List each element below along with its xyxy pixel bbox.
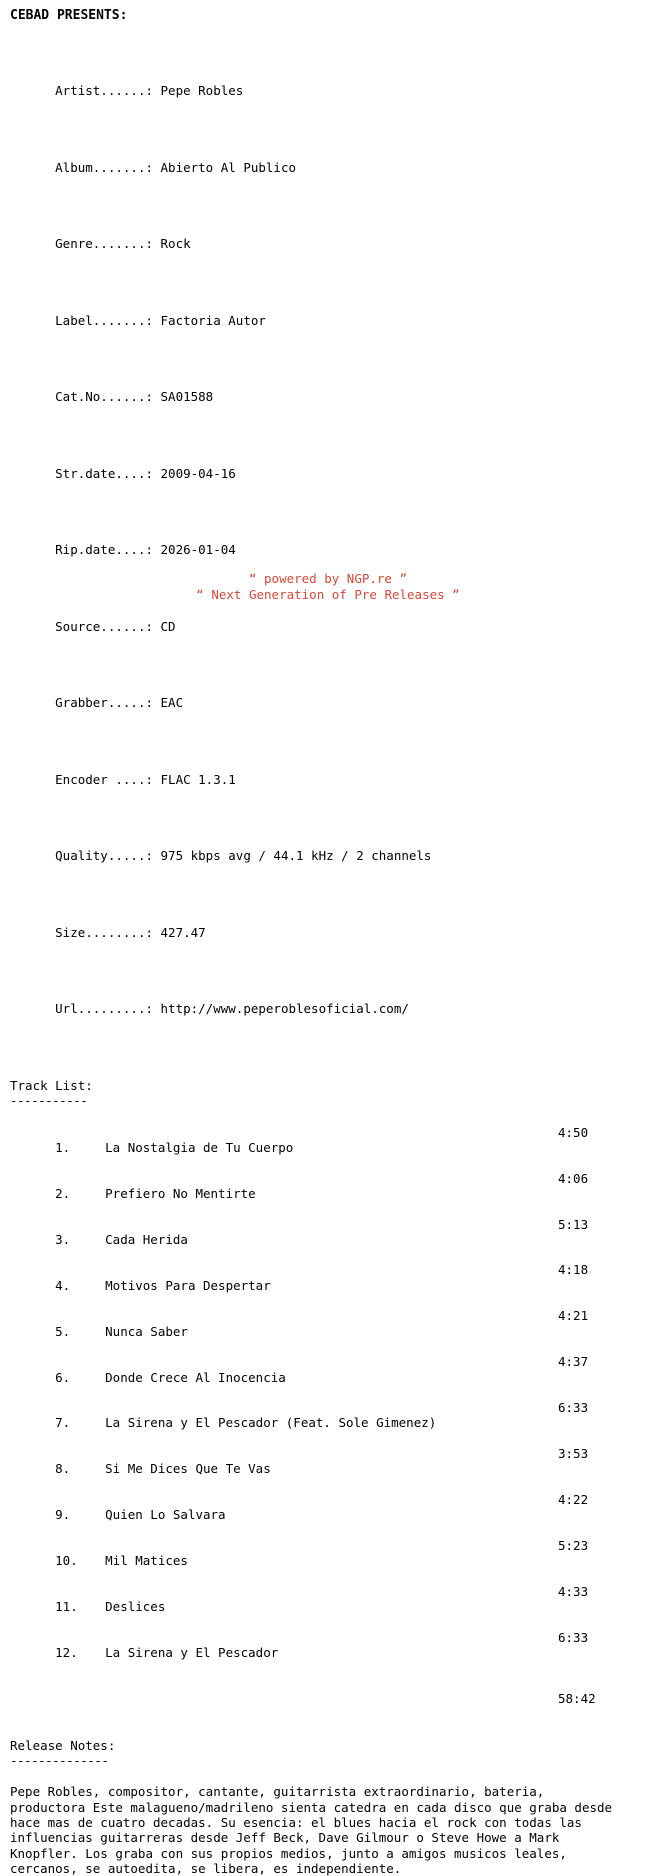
track-title: Quien Lo Salvara <box>105 1507 226 1523</box>
track-title: Deslices <box>105 1598 166 1614</box>
info-label: Encoder ....: <box>55 771 153 787</box>
track-number: 9. <box>55 1507 71 1523</box>
tracklist-heading: Track List: <box>10 1078 93 1094</box>
track-row <box>10 1630 646 1676</box>
info-row <box>10 833 646 879</box>
info-value: Factoria Autor <box>160 312 266 328</box>
info-row <box>10 221 646 267</box>
track-duration: 4:22 <box>558 1491 589 1507</box>
info-label: Cat.No......: <box>55 389 153 405</box>
info-value: 2026-01-04 <box>160 542 236 558</box>
track-number: 5. <box>55 1323 71 1339</box>
info-row <box>10 527 646 573</box>
info-label: Rip.date....: <box>55 542 153 558</box>
track-row <box>10 1446 646 1492</box>
info-row <box>10 374 646 420</box>
track-duration: 6:33 <box>558 1400 589 1416</box>
track-number: 4. <box>55 1277 71 1293</box>
track-row <box>10 1308 646 1354</box>
release-notes-rule: -------------- <box>10 1753 109 1769</box>
track-row <box>10 1584 646 1630</box>
track-row <box>10 1400 646 1446</box>
track-number: 8. <box>55 1461 71 1477</box>
tracklist <box>10 1125 646 1676</box>
track-number: 1. <box>55 1140 71 1156</box>
track-number: 7. <box>55 1415 71 1431</box>
spacer <box>10 1062 646 1078</box>
track-duration: 6:33 <box>558 1629 589 1645</box>
spacer <box>10 1675 646 1691</box>
footer <box>0 571 656 602</box>
info-row <box>10 603 646 649</box>
spacer <box>10 1723 646 1738</box>
track-number: 6. <box>55 1369 71 1385</box>
track-title: La Sirena y El Pescador (Feat. Sole Gimenez) <box>105 1415 437 1431</box>
track-duration: 4:50 <box>558 1124 589 1140</box>
info-label: Grabber.....: <box>55 695 153 711</box>
info-row <box>10 144 646 190</box>
presents-header: CEBAD PRESENTS: <box>10 8 128 23</box>
track-row <box>10 1354 646 1400</box>
track-duration: 4:18 <box>558 1262 589 1278</box>
track-duration: 4:37 <box>558 1354 589 1370</box>
info-value-url[interactable]: http://www.peperoblesoficial.com/ <box>160 1001 409 1016</box>
spacer <box>10 1768 646 1784</box>
total-duration-row <box>10 1691 646 1706</box>
track-row <box>10 1538 646 1584</box>
info-value: 975 kbps avg / 44.1 kHz / 2 channels <box>160 848 432 864</box>
track-title: La Sirena y El Pescador <box>105 1644 279 1660</box>
info-value: Pepe Robles <box>160 83 244 99</box>
info-label: Label.......: <box>55 312 153 328</box>
footer-tagline: “ Next Generation of Pre Releases ” <box>196 586 460 602</box>
info-label: Url.........: <box>55 1001 153 1016</box>
track-duration: 5:13 <box>558 1216 589 1232</box>
track-duration: 3:53 <box>558 1446 589 1462</box>
track-row <box>10 1262 646 1308</box>
info-value: Rock <box>160 236 191 252</box>
track-duration: 4:33 <box>558 1583 589 1599</box>
footer-powered-by: “ powered by NGP.re ” <box>248 571 408 587</box>
track-number: 3. <box>55 1231 71 1247</box>
info-value: FLAC 1.3.1 <box>160 771 236 787</box>
track-row <box>10 1125 646 1171</box>
track-row <box>10 1171 646 1217</box>
release-notes-body: Pepe Robles, compositor, cantante, guitarrista extraordinario, bateria, productora Este malagueno/madrileno sienta catedra en cada disco que graba desde hace mas de cuatro decadas. Su esencia: el blues hacia el rock con todas las influencias guitarreras desde Jeff Beck, Dave Gilmour o Steve Howe a Mark Knopfler. Los graba con sus propios medios, junto a amigos musicos leales, cercanos, se autoedita, se libera, es independiente. <box>10 1784 613 1876</box>
track-title: Mil Matices <box>105 1553 188 1569</box>
track-duration: 4:06 <box>558 1170 589 1186</box>
info-label: Quality.....: <box>55 848 153 864</box>
tracklist-rule: ----------- <box>10 1093 88 1109</box>
spacer <box>10 1707 646 1723</box>
info-value: EAC <box>160 695 184 711</box>
info-row <box>10 450 646 496</box>
track-title: Prefiero No Mentirte <box>105 1185 256 1201</box>
info-value: 2009-04-16 <box>160 465 236 481</box>
track-number: 10. <box>55 1553 78 1569</box>
info-label: Genre.......: <box>55 236 153 252</box>
track-duration: 4:21 <box>558 1308 589 1324</box>
info-value: 427.47 <box>160 924 206 940</box>
info-label: Str.date....: <box>55 465 153 481</box>
info-label: Album.......: <box>55 159 153 175</box>
track-title: Donde Crece Al Inocencia <box>105 1369 286 1385</box>
track-title: La Nostalgia de Tu Cuerpo <box>105 1140 294 1156</box>
track-row <box>10 1217 646 1263</box>
info-label: Artist......: <box>55 83 153 99</box>
info-row <box>10 756 646 802</box>
info-value: CD <box>160 618 176 634</box>
track-duration: 5:23 <box>558 1537 589 1553</box>
track-title: Si Me Dices Que Te Vas <box>105 1461 271 1477</box>
info-row <box>10 68 646 114</box>
release-notes-heading: Release Notes: <box>10 1737 116 1753</box>
total-duration: 58:42 <box>558 1691 596 1707</box>
info-value: Abierto Al Publico <box>160 159 296 175</box>
track-title: Cada Herida <box>105 1231 188 1247</box>
track-title: Motivos Para Despertar <box>105 1277 271 1293</box>
track-number: 2. <box>55 1185 71 1201</box>
spacer <box>10 1109 646 1125</box>
release-info-block <box>10 37 646 1062</box>
info-row <box>10 297 646 343</box>
info-row <box>10 986 646 1032</box>
track-number: 11. <box>55 1598 78 1614</box>
info-row <box>10 909 646 955</box>
info-label: Size........: <box>55 924 153 940</box>
track-row <box>10 1492 646 1538</box>
info-value: SA01588 <box>160 389 214 405</box>
info-row <box>10 680 646 726</box>
track-number: 12. <box>55 1644 78 1660</box>
track-title: Nunca Saber <box>105 1323 188 1339</box>
info-label: Source......: <box>55 618 153 634</box>
